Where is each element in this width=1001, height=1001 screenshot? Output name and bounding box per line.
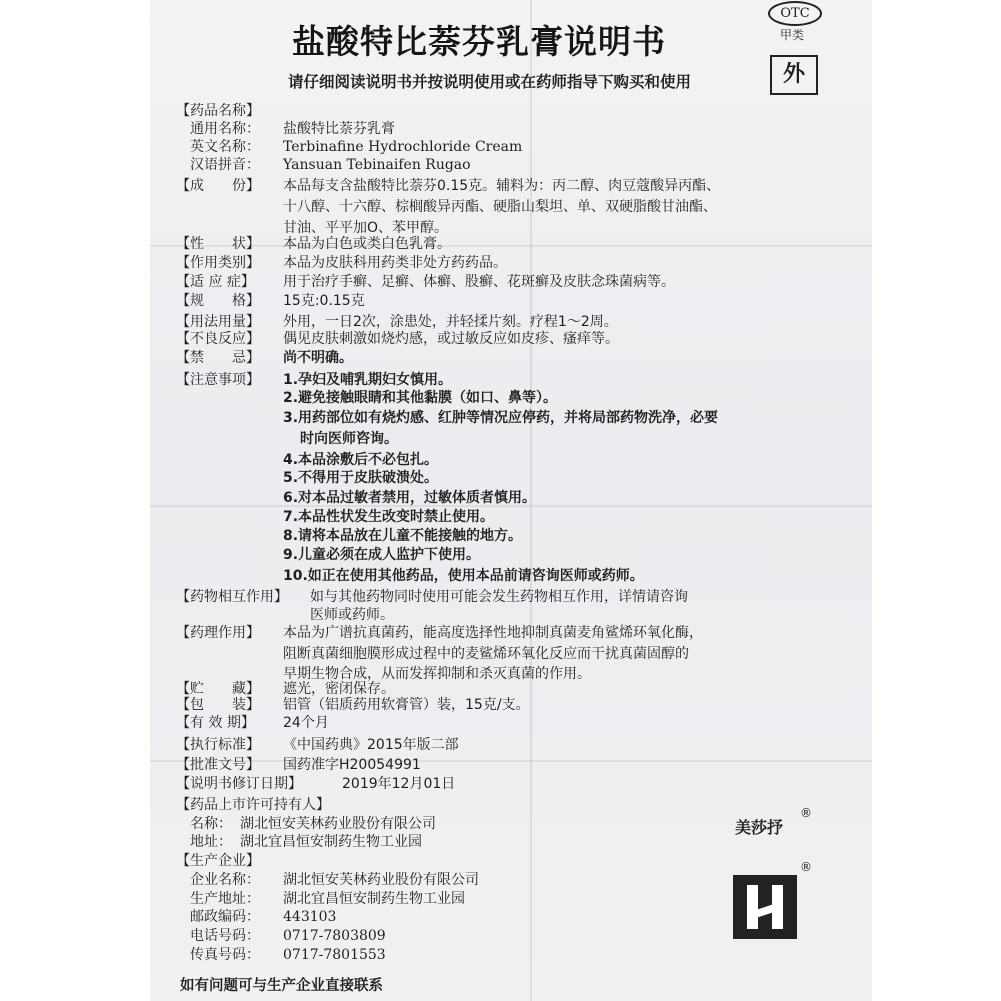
- section-label-adverse: 【不良反应】: [176, 331, 260, 347]
- section-label-approval: 【批准文号】: [176, 757, 260, 773]
- section-label-indications: 【适 应 症】: [176, 274, 255, 290]
- logo-registered-mark: ®: [800, 860, 812, 874]
- section-label-standard: 【执行标准】: [176, 737, 260, 753]
- external-use-badge: 外: [770, 55, 818, 95]
- fax-value: 0717-7801553: [283, 947, 386, 963]
- english-name-label: 英文名称：: [190, 139, 260, 155]
- company-logo-mark: [733, 875, 797, 939]
- pharmacology-line: 本品为广谱抗真菌药，能高度选择性地抑制真菌麦角鲨烯环氧化酶，: [283, 625, 703, 641]
- section-label-interactions: 【药物相互作用】: [176, 589, 288, 605]
- holder-address-label: 地址：: [190, 834, 232, 850]
- generic-name-label: 通用名称：: [190, 121, 260, 137]
- pinyin-value: Yansuan Tebinaifen Rugao: [283, 157, 471, 173]
- section-label-category: 【作用类别】: [176, 255, 260, 271]
- english-name-value: Terbinafine Hydrochloride Cream: [283, 139, 523, 155]
- pharmacology-line: 早期生物合成，从而发挥抑制和杀灭真菌的作用。: [283, 666, 591, 682]
- precaution-item: 8.请将本品放在儿童不能接触的地方。: [283, 528, 523, 544]
- section-label-storage: 【贮 藏】: [176, 681, 260, 697]
- pinyin-label: 汉语拼音：: [190, 157, 260, 173]
- section-label-dosage: 【用法用量】: [176, 314, 260, 330]
- section-label-properties: 【性 状】: [176, 236, 260, 252]
- holder-name-value: 湖北恒安芙林药业股份有限公司: [240, 816, 436, 832]
- precaution-item: 9.儿童必须在成人监护下使用。: [283, 547, 481, 563]
- storage-value: 遮光，密闭保存。: [283, 681, 395, 697]
- section-label-specification: 【规 格】: [176, 293, 260, 309]
- pharmacology-line: 阻断真菌细胞膜形成过程中的麦鲨烯环氧化反应而干扰真菌固醇的: [283, 646, 689, 662]
- specification-value: 15克:0.15克: [283, 293, 365, 309]
- section-label-composition: 【成 份】: [176, 178, 260, 194]
- dosage-value: 外用，一日2次，涂患处，并轻揉片刻。疗程1～2周。: [283, 314, 618, 330]
- section-label-holder: 【药品上市许可持有人】: [176, 797, 330, 813]
- document-title: 盐酸特比萘芬乳膏说明书: [292, 22, 666, 61]
- holder-name-label: 名称：: [190, 816, 232, 832]
- section-label-name: 【药品名称】: [176, 103, 260, 119]
- section-label-packaging: 【包 装】: [176, 697, 260, 713]
- postal-code-label: 邮政编码：: [190, 909, 260, 925]
- composition-line: 十八醇、十六醇、棕榈酸异丙酯、硬脂山梨坦、单、双硬脂酸甘油酯、: [283, 199, 717, 215]
- section-label-manufacturer: 【生产企业】: [176, 853, 260, 869]
- indications-value: 用于治疗手癣、足癣、体癣、股癣、花斑癣及皮肤念珠菌病等。: [283, 274, 675, 290]
- holder-address-value: 湖北宜昌恒安制药生物工业园: [240, 834, 422, 850]
- section-label-revision: 【说明书修订日期】: [176, 776, 302, 792]
- adverse-value: 偶见皮肤刺激如烧灼感，或过敏反应如皮疹、瘙痒等。: [283, 331, 619, 347]
- section-label-contraindications: 【禁 忌】: [176, 350, 260, 366]
- factory-address-value: 湖北宜昌恒安制药生物工业园: [283, 891, 465, 907]
- revision-value: 2019年12月01日: [342, 776, 456, 792]
- company-label: 企业名称：: [190, 872, 260, 888]
- interactions-line: 医师或药师。: [310, 607, 394, 623]
- company-value: 湖北恒安芙林药业股份有限公司: [283, 872, 479, 888]
- contraindications-value: 尚不明确。: [283, 350, 353, 366]
- precaution-item: 10.如正在使用其他药品，使用本品前请咨询医师或药师。: [283, 568, 644, 584]
- precaution-item: 时向医师咨询。: [300, 431, 398, 447]
- phone-label: 电话号码：: [190, 928, 260, 944]
- factory-address-label: 生产地址：: [190, 891, 260, 907]
- fax-label: 传真号码：: [190, 947, 260, 963]
- precaution-item: 4.本品涂敷后不必包扎。: [283, 452, 439, 468]
- postal-code-value: 443103: [283, 909, 337, 925]
- properties-value: 本品为白色或类白色乳膏。: [283, 236, 451, 252]
- section-label-validity: 【有 效 期】: [176, 715, 255, 731]
- standard-value: 《中国药典》2015年版二部: [283, 737, 459, 753]
- company-logo: [733, 875, 797, 939]
- brand-name: 美莎抒: [735, 818, 784, 837]
- precaution-item: 2.避免接触眼睛和其他黏膜（如口、鼻等）。: [283, 390, 558, 406]
- precaution-item: 5.不得用于皮肤破溃处。: [283, 470, 439, 486]
- composition-line: 本品每支含盐酸特比萘芬0.15克。辅料为：丙二醇、肉豆蔻酸异丙酯、: [283, 178, 721, 194]
- precaution-item: 6.对本品过敏者禁用，过敏体质者慎用。: [283, 490, 537, 506]
- approval-value: 国药准字H20054991: [283, 757, 421, 773]
- registered-mark: ®: [800, 806, 812, 820]
- phone-value: 0717-7803809: [283, 928, 386, 944]
- document-subtitle: 请仔细阅读说明书并按说明使用或在药师指导下购买和使用: [288, 73, 692, 91]
- section-label-pharmacology: 【药理作用】: [176, 625, 260, 641]
- packaging-value: 铝管（铝质药用软膏管）装，15克/支。: [283, 697, 530, 713]
- precaution-item: 7.本品性状发生改变时禁止使用。: [283, 509, 495, 525]
- precaution-item: 1.孕妇及哺乳期妇女慎用。: [283, 372, 453, 388]
- footer-contact-note: 如有问题可与生产企业直接联系: [180, 978, 383, 994]
- validity-value: 24个月: [283, 715, 329, 731]
- otc-class-label: 甲类: [780, 28, 805, 42]
- interactions-line: 如与其他药物同时使用可能会发生药物相互作用，详情请咨询: [310, 589, 688, 605]
- precaution-item: 3.用药部位如有烧灼感、红肿等情况应停药，并将局部药物洗净，必要: [283, 410, 719, 426]
- generic-name-value: 盐酸特比萘芬乳膏: [283, 121, 395, 137]
- category-value: 本品为皮肤科用药类非处方药药品。: [283, 255, 507, 271]
- section-label-precautions: 【注意事项】: [176, 372, 260, 388]
- otc-badge: OTC: [768, 1, 822, 26]
- composition-line: 甘油、平平加O、苯甲醇。: [283, 220, 449, 236]
